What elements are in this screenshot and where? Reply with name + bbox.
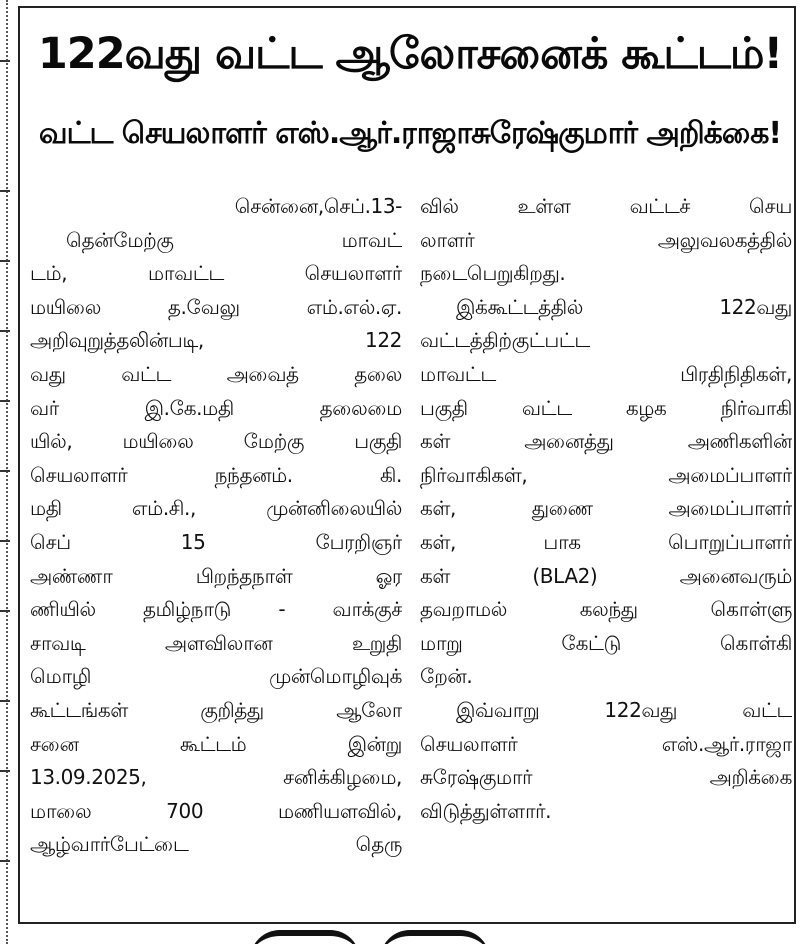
- body-line: அறிவுறுத்தலின்படி, 122: [30, 328, 402, 353]
- body-line: தவறாமல் கலந்து கொள்ளு: [420, 597, 792, 622]
- body-line: யில், மயிலை மேற்கு பகுதி: [30, 429, 402, 454]
- body-line: மயிலை த.வேலு எம்.எல்.ஏ.: [30, 294, 402, 319]
- body-line: கள், துணை அமைப்பாளர்: [420, 496, 792, 521]
- body-line: விடுத்துள்ளார்.: [420, 798, 552, 823]
- body-line: செயலாளர் எஸ்.ஆர்.ராஜா: [420, 731, 792, 756]
- body-line: நடைபெறுகிறது.: [420, 261, 566, 286]
- body-line: சனை கூட்டம் இன்று: [30, 731, 402, 756]
- article-subheadline: வட்ட செயலாளர் எஸ்.ஆர்.ராஜாசுரேஷ்குமார் அறிக்கை!: [38, 116, 782, 151]
- frame-bottom-rule: [18, 922, 796, 924]
- body-line: ஆழ்வார்பேட்டை தெரு: [30, 832, 402, 857]
- body-line: கள் (BLA2) அனைவரும்: [420, 563, 792, 588]
- body-line: பகுதி வட்ட கழக நிர்வாகி: [420, 395, 792, 420]
- dateline: சென்னை,செப்.13-: [234, 194, 402, 218]
- body-line: மதி எம்.சி., முன்னிலையில்: [30, 496, 402, 521]
- body-line: வர் இ.கே.மதி தலைமை: [30, 395, 402, 420]
- body-line: ணியில் தமிழ்நாடு - வாக்குச்: [30, 597, 402, 622]
- body-line: கூட்டங்கள் குறித்து ஆலோ: [30, 697, 402, 722]
- body-line: மொழி முன்மொழிவுக்: [30, 664, 402, 689]
- body-line: வது வட்ட அவைத் தலை: [30, 361, 402, 386]
- frame-right-rule: [794, 8, 796, 922]
- body-line: கள், பாக பொறுப்பாளர்: [420, 529, 792, 554]
- article-headline: 122வது வட்ட ஆலோசனைக் கூட்டம்!: [37, 29, 783, 79]
- article-right-column: [420, 190, 792, 828]
- next-article-headline-fragment: [250, 930, 550, 944]
- body-line: கள் அனைத்து அணிகளின்: [420, 429, 792, 454]
- body-line: இக்கூட்டத்தில் 122வது: [456, 294, 792, 319]
- body-line: மாலை 700 மணியளவில்,: [30, 798, 402, 823]
- body-line: செயலாளர் நந்தனம். கி.: [30, 462, 402, 487]
- body-line: அண்ணா பிறந்தநாள் ஓர: [30, 563, 402, 588]
- body-line: நிர்வாகிகள், அமைப்பாளர்: [420, 462, 792, 487]
- body-line: வட்டத்திற்குட்பட்ட: [420, 328, 590, 353]
- body-line: இவ்வாறு 122வது வட்ட: [456, 697, 792, 722]
- body-line: செப் 15 பேரறிஞர்: [30, 529, 402, 554]
- frame-left-rule: [18, 8, 20, 922]
- body-line: தென்மேற்கு மாவட்: [66, 227, 402, 252]
- left-edge-marks: [0, 0, 18, 944]
- body-line: றேன்.: [420, 664, 473, 689]
- frame-top-rule: [18, 6, 796, 8]
- body-line: மாவட்ட பிரதிநிதிகள்,: [420, 361, 792, 386]
- article-left-column: [30, 190, 402, 862]
- body-line: மாறு கேட்டு கொள்கி: [420, 630, 792, 655]
- body-line: சுரேஷ்குமார் அறிக்கை: [420, 765, 792, 790]
- body-line: வில் உள்ள வட்டச் செய: [420, 194, 792, 218]
- body-line: டம், மாவட்ட செயலாளர்: [30, 261, 402, 286]
- body-line: சாவடி அளவிலான உறுதி: [30, 630, 402, 655]
- body-line: 13.09.2025, சனிக்கிழமை,: [30, 765, 402, 790]
- body-line: லாளர் அலுவலகத்தில்: [420, 227, 792, 252]
